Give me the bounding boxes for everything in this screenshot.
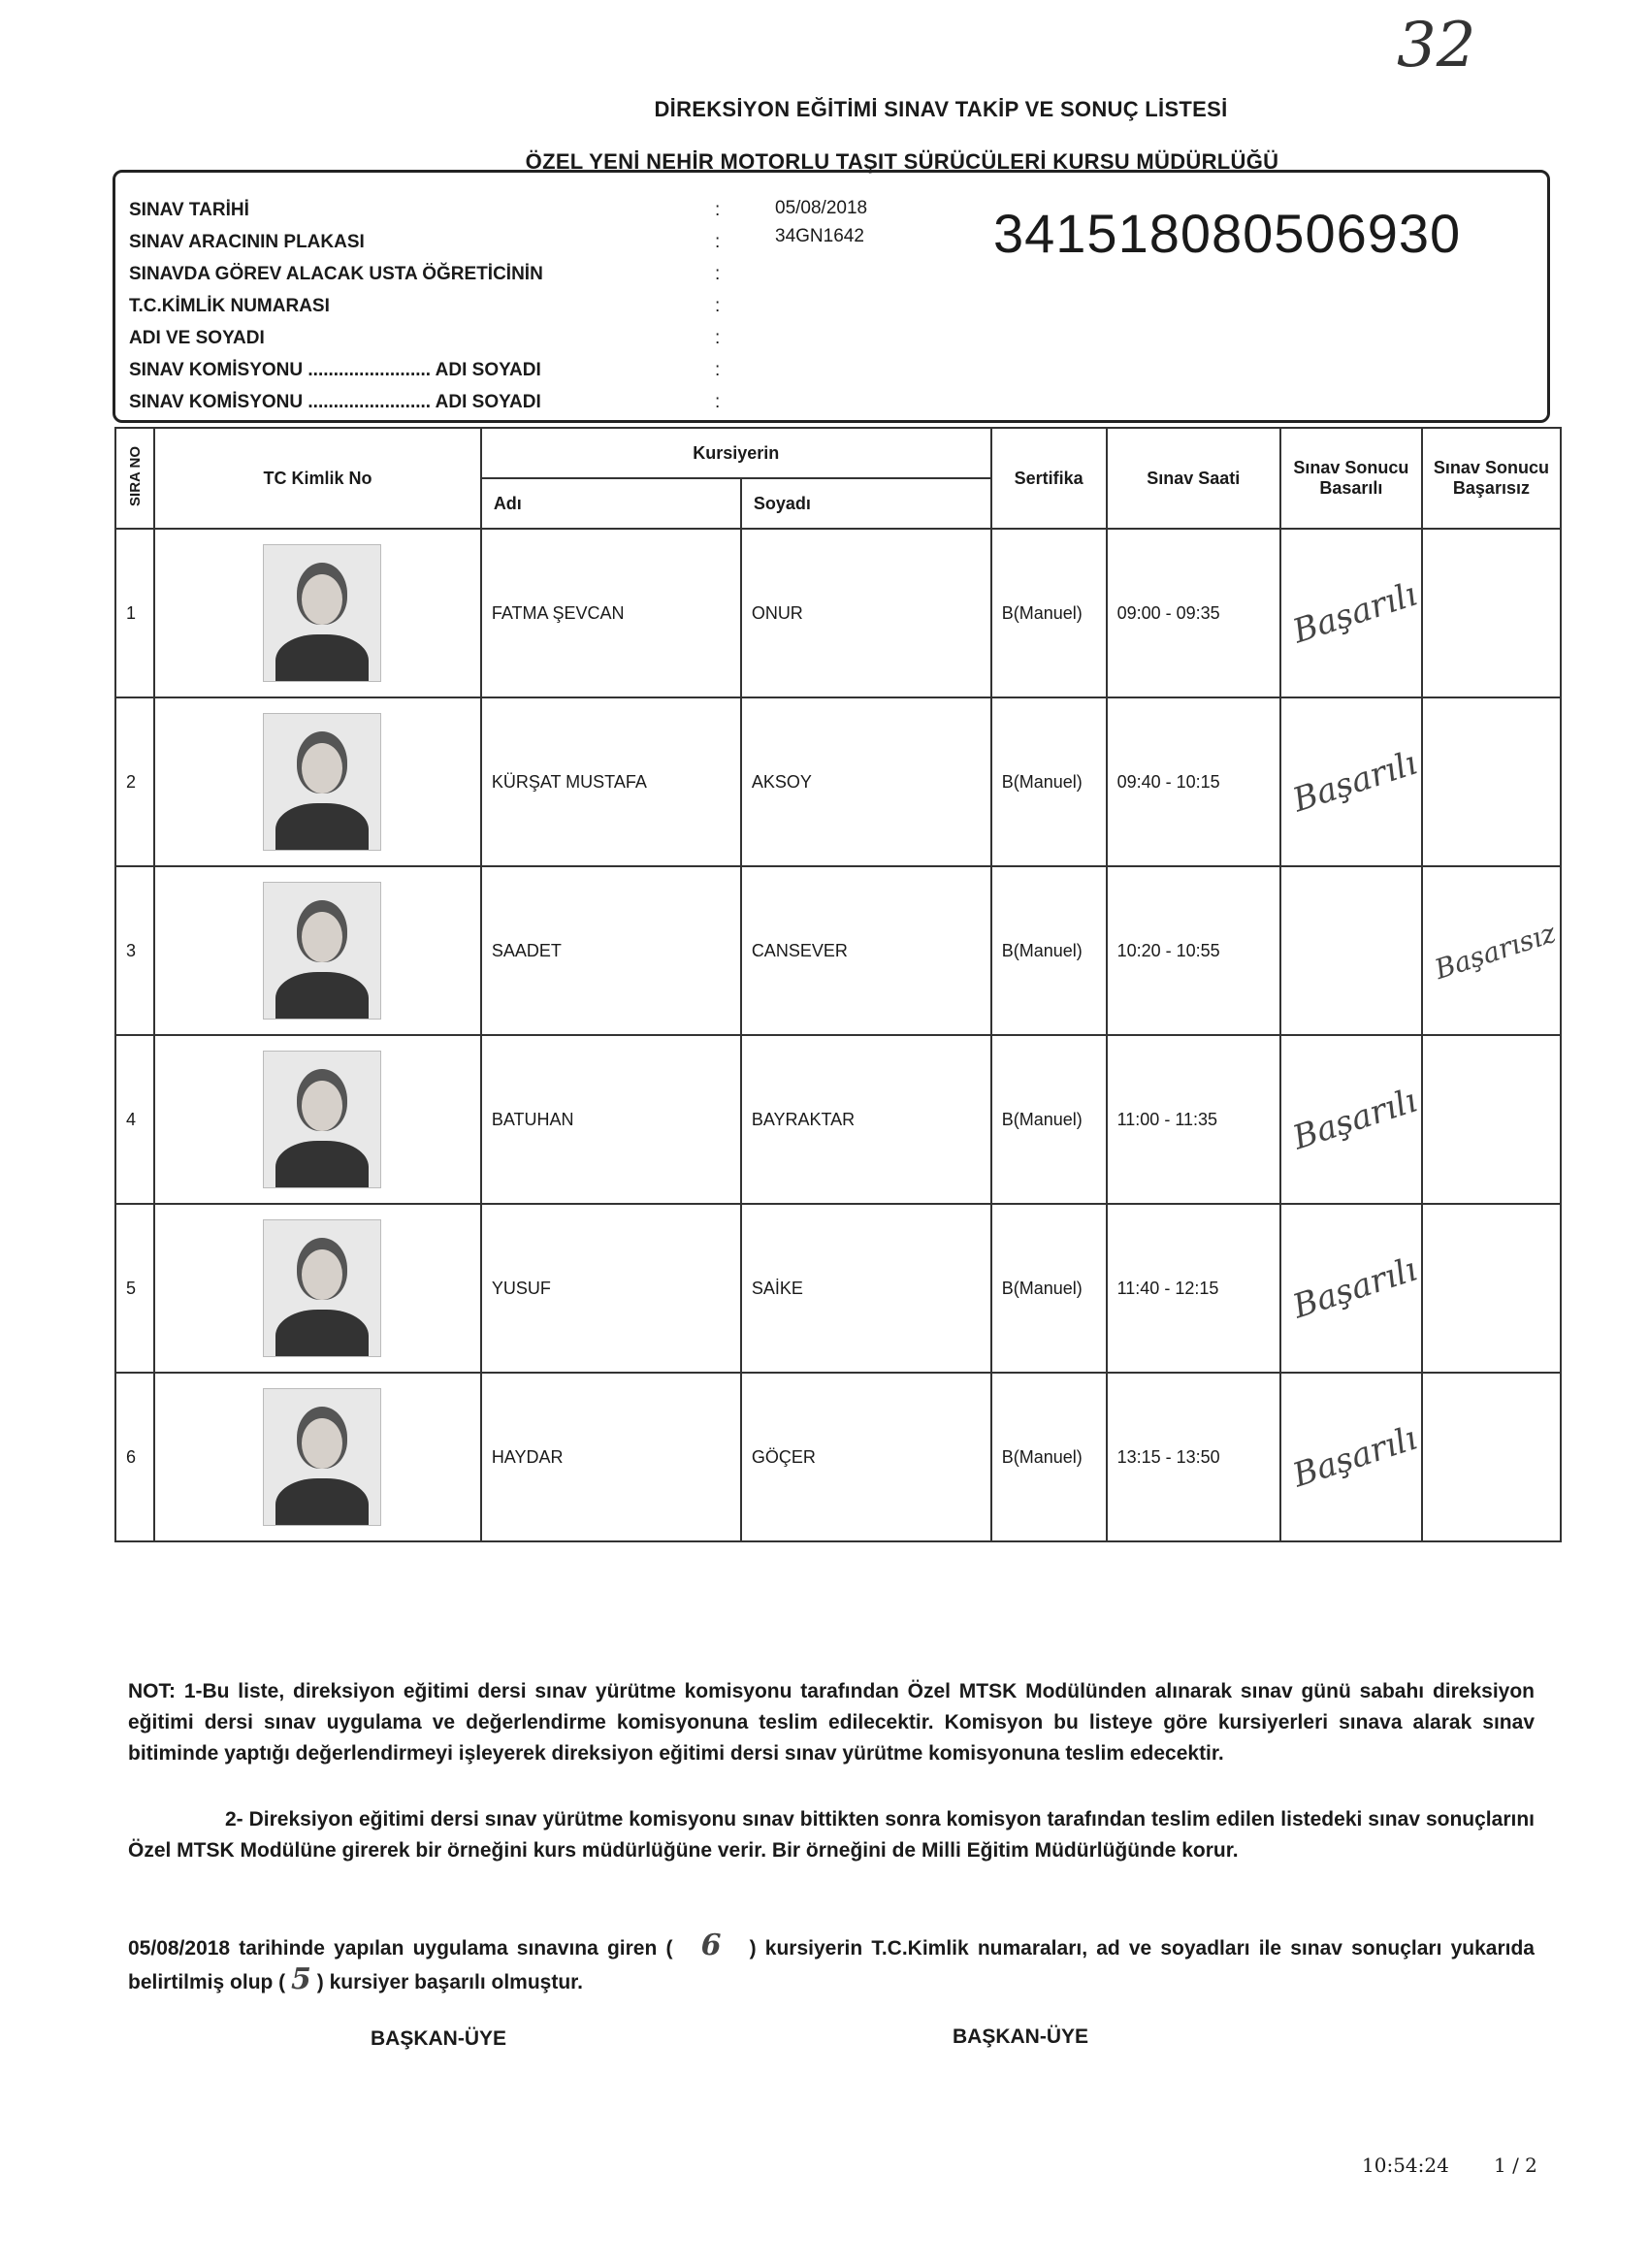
certificate: B(Manuel) bbox=[991, 697, 1107, 866]
row-number: 3 bbox=[115, 866, 154, 1035]
document-title: DİREKSİYON EĞİTİMİ SINAV TAKİP VE SONUÇ LİSTESİ bbox=[654, 97, 1228, 121]
exam-time: 10:20 - 10:55 bbox=[1107, 866, 1280, 1035]
header-soyadi: Soyadı bbox=[741, 478, 991, 529]
note-1: NOT: 1-Bu liste, direksiyon eğitimi dersi sınav yürütme komisyonu tarafından Özel MTSK Modülünden alınarak sınav günü sabahı direksiyon eğitimi dersi sınav uygulama ve değerlendirme komisyonuna teslim edilecektir. Komisyon bu listeye göre kursiyerleri sınava alarak sınav bitiminde yaptığı değerlendirmeyi işleyerek direksiyon eğitimi dersi sınav yürütme komisyonuna teslim edecektir. bbox=[128, 1680, 1535, 1765]
result-passed bbox=[1280, 866, 1422, 1035]
result-failed bbox=[1422, 1035, 1561, 1204]
row-number: 6 bbox=[115, 1373, 154, 1541]
student-last-name: GÖÇER bbox=[741, 1373, 991, 1541]
row-number: 2 bbox=[115, 697, 154, 866]
result-failed bbox=[1422, 529, 1561, 697]
info-label-date: SINAV TARİHİ bbox=[129, 200, 249, 220]
exam-time: 09:40 - 10:15 bbox=[1107, 697, 1280, 866]
student-first-name: YUSUF bbox=[481, 1204, 741, 1373]
student-first-name: KÜRŞAT MUSTAFA bbox=[481, 697, 741, 866]
certificate: B(Manuel) bbox=[991, 529, 1107, 697]
student-photo bbox=[263, 544, 381, 682]
student-photo bbox=[263, 882, 381, 1020]
header-basarisiz: Sınav Sonucu Başarısız bbox=[1422, 428, 1561, 529]
summary-part1: 05/08/2018 tarihinde yapılan uygulama sınavına giren ( bbox=[128, 1937, 673, 1960]
certificate: B(Manuel) bbox=[991, 1373, 1107, 1541]
exam-time: 09:00 - 09:35 bbox=[1107, 529, 1280, 697]
signature-right: BAŞKAN-ÜYE bbox=[953, 2025, 1089, 2048]
result-failed: Başarısız bbox=[1422, 866, 1561, 1035]
info-value-plate: 34GN1642 bbox=[775, 226, 864, 246]
count-passed: 5 bbox=[291, 1962, 311, 1996]
header-saat: Sınav Saati bbox=[1107, 428, 1280, 529]
photo-cell bbox=[154, 529, 481, 697]
info-colon: : bbox=[715, 392, 721, 412]
info-colon: : bbox=[715, 328, 721, 348]
table-row bbox=[115, 529, 1561, 697]
header-sertifika: Sertifika bbox=[991, 428, 1107, 529]
result-passed: Başarılı bbox=[1280, 1204, 1422, 1373]
exam-results-table bbox=[114, 427, 1562, 1542]
student-photo bbox=[263, 1219, 381, 1357]
header-adi: Adı bbox=[481, 478, 741, 529]
photo-cell bbox=[154, 1035, 481, 1204]
count-entered: 6 bbox=[700, 1928, 722, 1962]
header-sira: SIRA NO bbox=[115, 428, 154, 529]
student-photo bbox=[263, 1051, 381, 1188]
summary-part3: ) kursiyer başarılı olmuştur. bbox=[316, 1971, 584, 1993]
result-passed: Başarılı bbox=[1280, 1373, 1422, 1541]
student-last-name: SAİKE bbox=[741, 1204, 991, 1373]
document-subtitle: ÖZEL YENİ NEHİR MOTORLU TAŞIT SÜRÜCÜLERİ KURSU MÜDÜRLÜĞÜ bbox=[525, 149, 1279, 174]
row-number: 5 bbox=[115, 1204, 154, 1373]
header-kursiyerin: Kursiyerin bbox=[481, 428, 991, 478]
info-label-instructor: SINAVDA GÖREV ALACAK USTA ÖĞRETİCİNİN bbox=[129, 264, 543, 284]
student-first-name: SAADET bbox=[481, 866, 741, 1035]
table-row bbox=[115, 1373, 1561, 1541]
student-first-name: FATMA ŞEVCAN bbox=[481, 529, 741, 697]
header-basarili: Sınav Sonucu Basarılı bbox=[1280, 428, 1422, 529]
exam-time: 11:00 - 11:35 bbox=[1107, 1035, 1280, 1204]
note-2: 2- Direksiyon eğitimi dersi sınav yürütme komisyonu sınav bittikten sonra komisyon tarafından teslim edilen listedeki sınav sonuçlarını Özel MTSK Modülüne girerek bir örneğini kurs müdürlüğüne verir. Bir örneğini de Milli Eğitim Müdürlüğünde korur. bbox=[128, 1808, 1535, 1862]
row-number: 4 bbox=[115, 1035, 154, 1204]
header-tc: TC Kimlik No bbox=[154, 428, 481, 529]
photo-cell bbox=[154, 1204, 481, 1373]
info-label-name: ADI VE SOYADI bbox=[129, 328, 265, 348]
signature-left: BAŞKAN-ÜYE bbox=[371, 2027, 507, 2050]
info-colon: : bbox=[715, 264, 721, 284]
handwritten-page-number: 32 bbox=[1397, 10, 1476, 81]
student-last-name: BAYRAKTAR bbox=[741, 1035, 991, 1204]
footer-page: 1 / 2 bbox=[1494, 2154, 1537, 2177]
summary-part2: ) kursiyerin T.C.Kimlik numaraları, ad ve soyadları ile sınav sonuçları yukarıda belirtilmiş olup ( bbox=[128, 1937, 1535, 1993]
result-passed: Başarılı bbox=[1280, 1035, 1422, 1204]
photo-cell bbox=[154, 697, 481, 866]
student-last-name: AKSOY bbox=[741, 697, 991, 866]
info-colon: : bbox=[715, 232, 721, 252]
table-row bbox=[115, 697, 1561, 866]
certificate: B(Manuel) bbox=[991, 1204, 1107, 1373]
result-failed bbox=[1422, 1373, 1561, 1541]
exam-time: 13:15 - 13:50 bbox=[1107, 1373, 1280, 1541]
certificate: B(Manuel) bbox=[991, 866, 1107, 1035]
student-photo bbox=[263, 1388, 381, 1526]
certificate: B(Manuel) bbox=[991, 1035, 1107, 1204]
info-colon: : bbox=[715, 360, 721, 380]
info-label-commission-1: SINAV KOMİSYONU ........................ ADI SOYADI bbox=[129, 360, 541, 380]
row-number: 1 bbox=[115, 529, 154, 697]
exam-code: 341518080506930 bbox=[993, 203, 1462, 264]
info-value-date: 05/08/2018 bbox=[775, 198, 868, 218]
photo-cell bbox=[154, 866, 481, 1035]
result-failed bbox=[1422, 1204, 1561, 1373]
info-label-plate: SINAV ARACININ PLAKASI bbox=[129, 232, 365, 252]
exam-time: 11:40 - 12:15 bbox=[1107, 1204, 1280, 1373]
result-failed bbox=[1422, 697, 1561, 866]
student-first-name: HAYDAR bbox=[481, 1373, 741, 1541]
info-colon: : bbox=[715, 296, 721, 316]
table-row bbox=[115, 866, 1561, 1035]
exam-info-box bbox=[113, 170, 1550, 423]
student-photo bbox=[263, 713, 381, 851]
summary-statement bbox=[128, 1930, 1535, 1998]
result-passed: Başarılı bbox=[1280, 529, 1422, 697]
info-label-tc: T.C.KİMLİK NUMARASI bbox=[129, 296, 330, 316]
photo-cell bbox=[154, 1373, 481, 1541]
result-passed: Başarılı bbox=[1280, 697, 1422, 866]
student-last-name: CANSEVER bbox=[741, 866, 991, 1035]
table-row bbox=[115, 1035, 1561, 1204]
info-colon: : bbox=[715, 200, 721, 220]
student-first-name: BATUHAN bbox=[481, 1035, 741, 1204]
footer-time: 10:54:24 bbox=[1362, 2154, 1449, 2177]
table-row bbox=[115, 1204, 1561, 1373]
student-last-name: ONUR bbox=[741, 529, 991, 697]
info-label-commission-2: SINAV KOMİSYONU ........................ ADI SOYADI bbox=[129, 392, 541, 412]
